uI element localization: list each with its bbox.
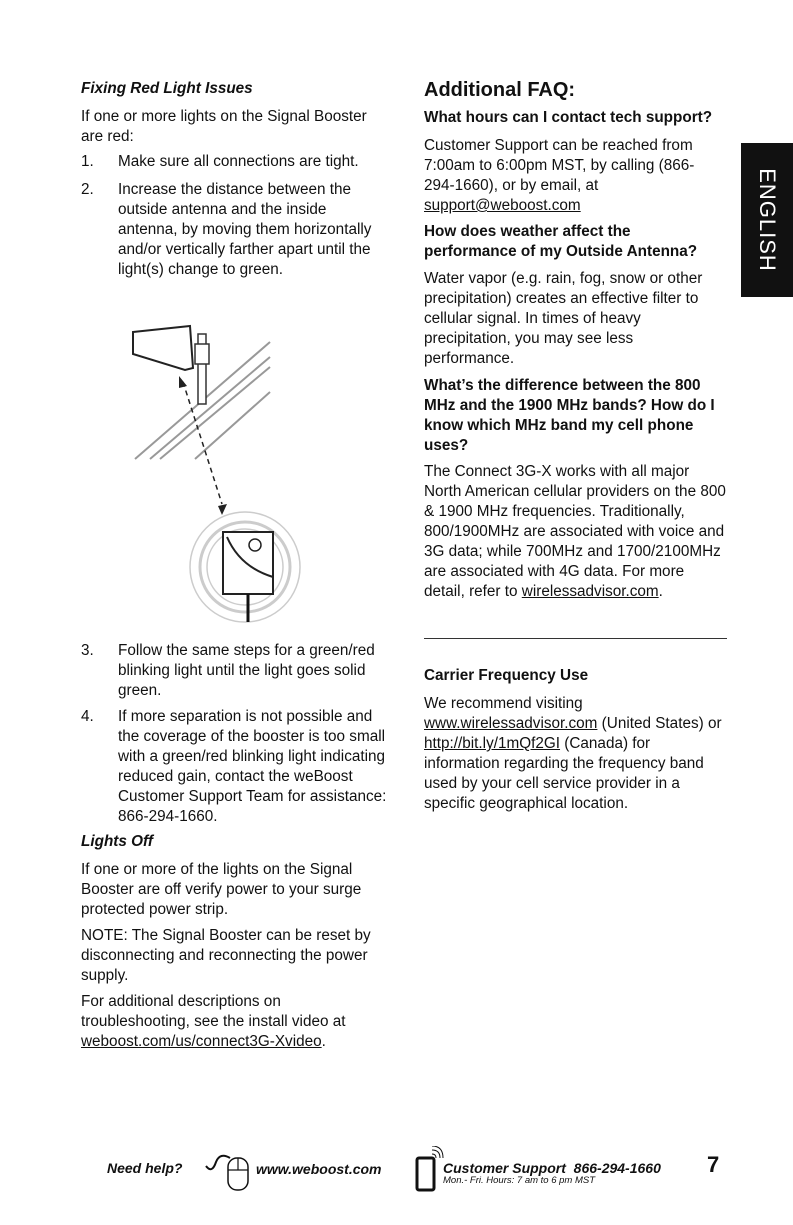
step-text: Increase the distance between the outside antenna and the inside antenna, by moving them horizontally and/or vertically farther apart until the light(s) change to green. <box>118 181 372 278</box>
carrier-mid: (United States) or <box>601 715 722 732</box>
step-4 <box>81 707 387 827</box>
language-tab <box>741 143 793 297</box>
carrier-title: Carrier Frequency Use <box>424 667 589 684</box>
faq-question-3: What’s the difference between the 800 MHz and the 1900 MHz bands? How do I know which MHz band my cell phone uses? <box>424 377 715 454</box>
note-text: NOTE: The Signal Booster can be reset by disconnecting and reconnecting the power supply. <box>81 927 371 984</box>
step-2 <box>81 180 387 280</box>
faq-question-2: How does weather affect the performance of my Outside Antenna? <box>424 223 698 260</box>
wirelessadvisor-www-link[interactable]: www.wirelessadvisor.com <box>424 715 598 732</box>
step-1 <box>81 152 387 172</box>
step-text: Follow the same steps for a green/red blinking light until the light goes solid green. <box>118 642 375 699</box>
step-text: Make sure all connections are tight. <box>118 153 359 170</box>
inside-antenna-icon <box>223 532 273 594</box>
mouse-icon <box>204 1152 250 1192</box>
page-number: 7 <box>707 1152 720 1177</box>
section-title-lights-off: Lights Off <box>81 833 153 850</box>
phone-icon <box>414 1146 444 1192</box>
step-number: 3. <box>81 642 94 659</box>
step-text: If more separation is not possible and the coverage of the booster is too small with a green/red blinking light indicating reduced gain, contact the weBoost Customer Support Team for assistance: 866-294-1660. <box>118 708 387 825</box>
faq-answer-3 <box>424 462 729 602</box>
intro-text: If one or more lights on the Signal Booster are red: <box>81 108 367 145</box>
antenna-separation-illustration <box>130 312 310 627</box>
divider <box>424 638 727 639</box>
faq-answer-text: Customer Support can be reached from 7:00am to 6:00pm MST, by calling (866-294-1660), or by email, at <box>424 137 695 194</box>
faq-question-1: What hours can I contact tech support? <box>424 109 713 126</box>
more-info-label: For additional descriptions on troubleshooting, see the install video at <box>81 993 346 1030</box>
support-email-link[interactable]: support@weboost.com <box>424 197 581 214</box>
faq-title: Additional FAQ: <box>424 79 576 101</box>
section-title-fixing-red: Fixing Red Light Issues <box>81 80 253 97</box>
faq-answer-2: Water vapor (e.g. rain, fog, snow or other precipitation) creates an effective filter to cellular signal. In times of heavy precipitation, you may see less performance. <box>424 270 703 367</box>
customer-support-phone: Customer Support 866-294-1660 <box>443 1160 661 1176</box>
carrier-section <box>424 666 724 814</box>
need-help-label: Need help? <box>107 1160 183 1176</box>
step-3 <box>81 641 387 701</box>
carrier-post: (Canada) for information regarding the frequency band used by your cell service provider in a specific geographical location. <box>424 735 704 812</box>
bitly-canada-link[interactable]: http://bit.ly/1mQf2GI <box>424 735 561 752</box>
period: . <box>658 583 663 600</box>
faq-answer-text: The Connect 3G-X works with all major North American cellular providers on the 800 & 1900 MHz frequencies. Traditionally, 800/1900MHz are associated with voice and 3G data; while 700MHz and 1700/2100MHz are associated with 4G data. For more detail, refer to <box>424 463 726 600</box>
lights-off-section <box>81 832 385 1052</box>
lights-off-text: If one or more of the lights on the Signal Booster are off verify power to your surge protected power strip. <box>81 861 362 918</box>
wirelessadvisor-link[interactable]: wirelessadvisor.com <box>521 583 659 600</box>
carrier-pre: We recommend visiting <box>424 695 583 712</box>
step-number: 1. <box>81 153 94 170</box>
step-number: 4. <box>81 708 94 725</box>
carrier-text <box>424 694 724 814</box>
install-video-link[interactable]: weboost.com/us/connect3G-Xvideo <box>81 1033 322 1050</box>
outside-antenna-icon <box>133 326 193 370</box>
footer <box>0 1150 793 1200</box>
faq-answer-1 <box>424 136 714 216</box>
left-column <box>81 79 387 147</box>
period: . <box>321 1033 326 1050</box>
right-column <box>424 78 729 602</box>
language-tab-label: ENGLISH <box>755 168 780 272</box>
website-link[interactable]: www.weboost.com <box>256 1161 382 1177</box>
more-info-text <box>81 992 371 1052</box>
support-hours: Mon.- Fri. Hours: 7 am to 6 pm MST <box>443 1175 596 1186</box>
step-number: 2. <box>81 181 94 198</box>
